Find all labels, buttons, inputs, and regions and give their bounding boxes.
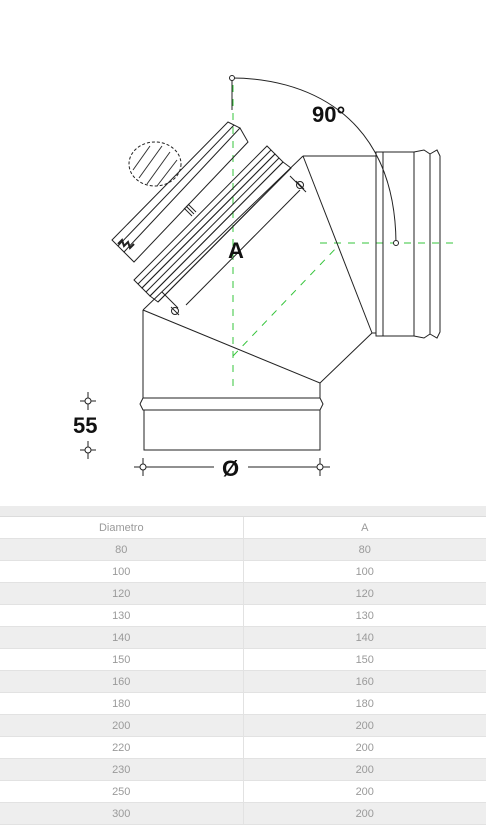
table-row (0, 539, 486, 561)
cell-a: 80 (243, 539, 486, 561)
cell-diametro: 120 (0, 583, 243, 605)
table-header-row (0, 517, 486, 539)
dimensions-table (0, 506, 486, 825)
cell-a: 140 (243, 627, 486, 649)
cell-diametro: 200 (0, 715, 243, 737)
cell-a: 200 (243, 803, 486, 825)
table-row (0, 649, 486, 671)
angle-label: 90° (312, 102, 346, 127)
table-row (0, 737, 486, 759)
angle-arc (230, 76, 399, 246)
cell-a: 150 (243, 649, 486, 671)
cell-diametro: 300 (0, 803, 243, 825)
cell-diametro: 230 (0, 759, 243, 781)
cell-diametro: 180 (0, 693, 243, 715)
cell-diametro: 80 (0, 539, 243, 561)
cell-a: 100 (243, 561, 486, 583)
height-label: A (228, 238, 244, 263)
table-row (0, 693, 486, 715)
cell-diametro: 130 (0, 605, 243, 627)
diameter-label: Ø (222, 456, 240, 481)
table-row (0, 781, 486, 803)
table-row (0, 671, 486, 693)
table-row (0, 715, 486, 737)
cell-a: 200 (243, 737, 486, 759)
cell-a: 180 (243, 693, 486, 715)
cell-diametro: 160 (0, 671, 243, 693)
cell-diametro: 220 (0, 737, 243, 759)
side-dimension-label: 55 (73, 413, 98, 438)
cell-a: 200 (243, 715, 486, 737)
cell-diametro: 250 (0, 781, 243, 803)
table-row (0, 627, 486, 649)
cell-a: 200 (243, 759, 486, 781)
cell-a: 160 (243, 671, 486, 693)
cell-diametro: 150 (0, 649, 243, 671)
column-header-diametro: Diametro (0, 517, 243, 539)
cell-a: 130 (243, 605, 486, 627)
table-row (0, 583, 486, 605)
table-row (0, 803, 486, 825)
column-header-a: A (243, 517, 486, 539)
table-body (0, 539, 486, 825)
cell-diametro: 100 (0, 561, 243, 583)
table-row (0, 561, 486, 583)
table-row (0, 759, 486, 781)
elbow-body (112, 122, 440, 450)
table-top-band (0, 506, 486, 517)
center-lines (233, 85, 456, 392)
cell-diametro: 140 (0, 627, 243, 649)
cell-a: 200 (243, 781, 486, 803)
cell-a: 120 (243, 583, 486, 605)
table-row (0, 605, 486, 627)
